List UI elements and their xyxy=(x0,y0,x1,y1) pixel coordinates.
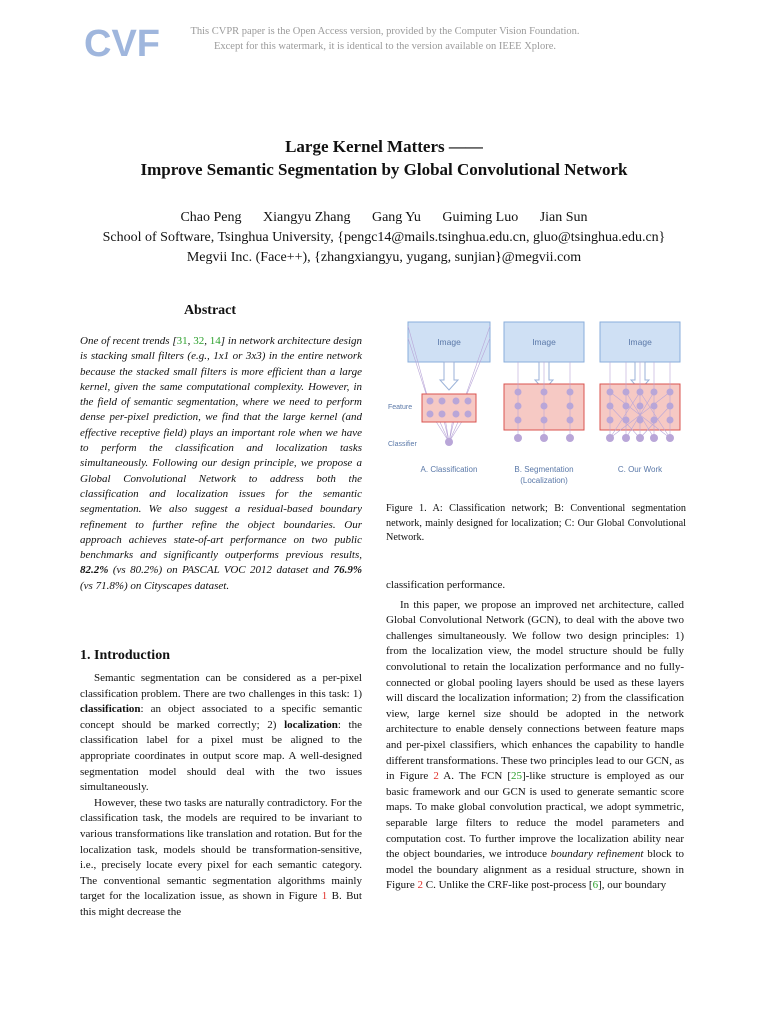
affiliation-1: School of Software, Tsinghua University, {pengc14@mails.tsinghua.edu.cn, gluo@tsinghua.edu.cn} xyxy=(102,230,666,245)
abstract-heading: Abstract xyxy=(183,303,237,318)
text-run: B. But this might decrease the xyxy=(80,890,362,918)
right-paragraph-1 xyxy=(386,598,684,894)
author-name: Gang Yu xyxy=(371,210,421,225)
author-name: Xiangyu Zhang xyxy=(263,210,351,225)
abstract-text-run: , xyxy=(204,335,210,347)
paper-title xyxy=(40,135,728,181)
panel-label-c: C. Our Work xyxy=(617,465,663,474)
classifier-label: Classifier xyxy=(388,441,417,448)
text-run: ]-like structure is employed as our basic framework and our GCN is used to generate semantic score maps. To make global convolution practical, we adopt symmetric, separable large filters to reduce the model parameters and computation cost. To further improve the localization ability near the object boundaries, we introduce xyxy=(386,770,684,861)
panel-label-a: A. Classification xyxy=(420,465,478,474)
abstract-text-run: (vs 71.8%) on Cityscapes dataset. xyxy=(80,579,230,592)
text-run: Semantic segmentation can be considered as a per-pixel classification problem. There are two challenges in this task: 1) xyxy=(80,672,362,700)
down-arrow-icon xyxy=(440,362,458,390)
figure-ref-link[interactable]: 2 xyxy=(433,770,439,783)
watermark xyxy=(160,24,610,54)
citation-link[interactable]: 14 xyxy=(209,335,221,347)
figure-ref-link[interactable]: 1 xyxy=(321,890,328,903)
citation-link[interactable]: 6 xyxy=(592,879,599,892)
text-run: : an object associated to a specific semantic concept should be marked correctly; 2) xyxy=(80,703,362,731)
abstract-body xyxy=(80,334,362,594)
author-name: Guiming Luo xyxy=(442,210,519,225)
text-run: In this paper, we propose an improved net architecture, called Global Convolutional Network (GCN), to deal with the above two challenges simultaneously. We follow two design principles: 1) from the localization view, the model structure should be fully convolutional to retain the localization performance and no fully-connected or global pooling layers should be used as these layers will discard the localization information; 2) from the classification view, large kernel size should be adopted in the network architecture to enable densely connections between feature maps and per-pixel classifiers, which enhances the capability to handle different transformations. These two principles lead to our GCN, as in Figure xyxy=(386,598,684,783)
abstract-text-run: ] in network architecture design is stacking small filters (e.g., 1x1 or 3x3) in the entire network because the stacked small filters is more efficient than a large kernel, given the same computational complexity. However, in the field of semantic segmentation, where we need to perform dense per-pixel prediction, we find that the large kernel (and effective receptive field) plays an important role when we have to perform the classification and localization tasks simultaneously. Following our design principle, we propose a Global Convolutional Network to address both the classification and localization issues for the semantic segmentation. We also suggest a residual-based boundary refinement to further refine the object boundaries. Our approach achieves state-of-art performance on two public benchmarks and significantly outperforms previous results, xyxy=(80,335,363,562)
abstract-text-run: , xyxy=(187,335,194,347)
citation-link[interactable]: 25 xyxy=(511,770,523,783)
citation-link[interactable]: 31 xyxy=(176,335,188,347)
cvf-logo xyxy=(84,20,160,65)
classifier-node-a xyxy=(445,438,453,446)
term-classification: classification xyxy=(80,703,141,716)
figure-1-caption: Figure 1. A: Classification network; B: Conventional segmentation network, mainly designed for localization; C: Our Global Convolutional Network. xyxy=(386,503,686,543)
voc-result: 82.2% xyxy=(80,564,109,577)
introduction-heading: 1. Introduction xyxy=(80,648,170,663)
intro-paragraph-1 xyxy=(80,671,362,796)
abstract-text-run: (vs 80.2%) on PASCAL VOC 2012 dataset and xyxy=(108,564,334,577)
text-run: A. The FCN [ xyxy=(438,770,512,783)
term-localization: localization xyxy=(284,718,338,731)
author-names xyxy=(40,208,728,228)
title-line-2: Improve Semantic Segmentation by Global Convolutional Network xyxy=(140,160,628,179)
image-label-c: Image xyxy=(628,337,652,347)
cityscapes-result: 76.9% xyxy=(333,564,362,577)
watermark-line-2: Except for this watermark, it is identical to the version available on IEEE Xplore. xyxy=(213,41,556,52)
image-label-b: Image xyxy=(532,337,556,347)
text-run: However, these two tasks are naturally contradictory. For the classification task, the models are required to be invariant to various transformations like translation and rotation. But for the localization task, models should be transformation-sensitive, i.e., precisely locate every pixel for each semantic category. The conventional semantic segmentation algorithms mainly target for the localization issue, as shown in Figure xyxy=(80,796,362,903)
text-run: ], our boundary xyxy=(598,879,667,892)
affiliation-2: Megvii Inc. (Face++), {zhangxiangyu, yugang, sunjian}@megvii.com xyxy=(186,250,582,265)
watermark-line-1: This CVPR paper is the Open Access version, provided by the Computer Vision Foundation. xyxy=(190,26,580,37)
panel-label-b: B. Segmentation xyxy=(514,465,574,474)
citation-link[interactable]: 32 xyxy=(193,335,205,347)
svg-text:CVF: CVF xyxy=(84,23,160,65)
text-run: block to model the boundary alignment as a residual structure, shown in Figure xyxy=(386,848,684,892)
text-run: C. Unlike the CRF-like post-process [ xyxy=(422,879,593,892)
abstract-text-run: One of recent trends [ xyxy=(80,335,177,347)
panel-label-b-sub: (Localization) xyxy=(520,476,568,485)
introduction-body xyxy=(80,671,362,921)
continued-text: classification performance. xyxy=(386,579,506,591)
term-boundary-refinement: boundary refinement xyxy=(550,848,644,861)
figure-1-diagram xyxy=(386,318,686,494)
title-line-1: Large Kernel Matters —— xyxy=(285,137,483,156)
feature-label: Feature xyxy=(388,404,413,411)
author-name: Chao Peng xyxy=(180,210,242,225)
author-block xyxy=(40,208,728,268)
image-label-a: Image xyxy=(437,337,461,347)
intro-paragraph-2 xyxy=(80,796,362,921)
right-column-body xyxy=(386,578,684,894)
text-run: : the classification label for a pixel must be aligned to the appropriate coordinates in output score map. A well-designed segmentation model should deal with the two issues simultaneously. xyxy=(80,718,362,794)
author-name: Jian Sun xyxy=(539,210,588,225)
figure-ref-link[interactable]: 2 xyxy=(417,879,423,892)
